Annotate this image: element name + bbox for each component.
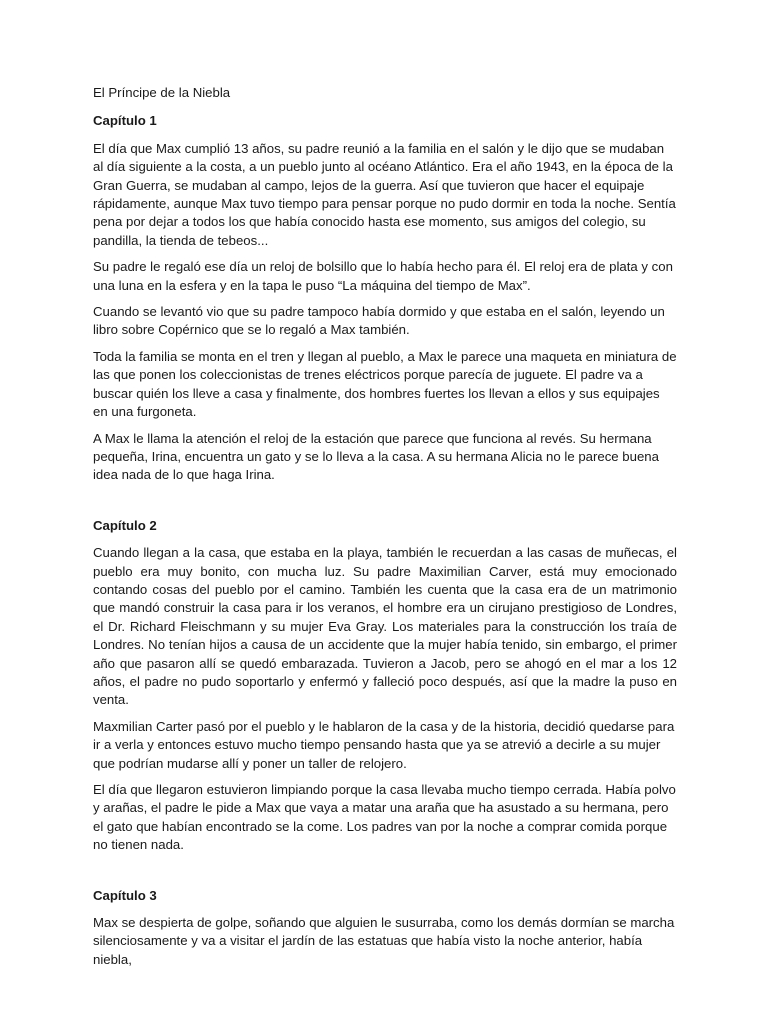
paragraph: El día que Max cumplió 13 años, su padre reunió a la familia en el salón y le dijo que se mudaban al día siguiente a la costa, a un pueblo junto al océano Atlántico. Era el año 1943, en la época de la Gran Guerra, se mudaban al campo, lejos de la guerra. Así que tuvieron que hacer el equipaje rápidamente, aunque Max tuvo tiempo para pensar porque no pudo dormir en toda la noche. Sentía pena por dejar a todos los que había conocido hasta ese momento, sus amigos del colegio, su pandilla, la tienda de tebeos... [93, 140, 676, 248]
paragraph: Max se despierta de golpe, soñando que alguien le susurraba, como los demás dormían se marcha silenciosamente y va a visitar el jardín de las estatuas que había visto la noche anterior, había niebla, [93, 915, 675, 967]
chapter-heading: Capítulo 1 [93, 113, 157, 129]
paragraph: El día que llegaron estuvieron limpiando porque la casa llevaba mucho tiempo cerrada. Había polvo y arañas, el padre le pide a Max que vaya a matar una araña que ha asustado a su hermana, pero el gato que habían encontrado se la come. Los padres van por la noche a comprar comida porque no tienen nada. [93, 782, 676, 853]
chapter-1 [93, 112, 677, 484]
chapter-2 [93, 517, 677, 855]
section-spacer [93, 493, 677, 517]
paragraph: Su padre le regaló ese día un reloj de bolsillo que lo había hecho para él. El reloj era de plata y con una luna en la esfera y en la tapa le puso “La máquina del tiempo de Max”. [93, 259, 673, 293]
chapter-heading: Capítulo 3 [93, 887, 157, 903]
chapter-3 [93, 887, 677, 970]
chapter-heading: Capítulo 2 [93, 517, 157, 533]
paragraph: Maxmilian Carter pasó por el pueblo y le hablaron de la casa y de la historia, decidió quedarse para ir a verla y entonces estuvo mucho tiempo pensando hasta que ya se atrevió a decirle a su mujer que podrían mudarse allí y poner un taller de relojero. [93, 718, 675, 771]
document-page [93, 84, 677, 977]
document-title: El Príncipe de la Niebla [93, 85, 231, 100]
paragraph: A Max le llama la atención el reloj de la estación que parece que funciona al revés. Su hermana pequeña, Irina, encuentra un gato y se lo lleva a la casa. A su hermana Alicia no le parece buena idea nada de lo que haga Irina. [93, 430, 659, 483]
paragraph: Toda la familia se monta en el tren y llegan al pueblo, a Max le parece una maqueta en miniatura de las que ponen los coleccionistas de trenes eléctricos porque parecía de juguete. El padre va a buscar quién los lleve a casa y finalmente, dos hombres fuertes los llevan a ellos y sus equipajes en una furgoneta. [93, 348, 677, 420]
paragraph: Cuando se levantó vio que su padre tampoco había dormido y que estaba en el salón, leyendo un libro sobre Copérnico que se lo regaló a Max también. [93, 304, 665, 338]
section-spacer [93, 863, 677, 887]
paragraph: Cuando llegan a la casa, que estaba en la playa, también le recuerdan a las casas de muñecas, el pueblo era muy bonito, con mucha luz. Su padre Maximilian Carver, está muy emocionado contando cosas del pueblo por el camino. También les cuenta que la casa era de un matrimonio que mandó construir la casa para ir los veranos, el hombre era un cirujano prestigioso de Londres, el Dr. Richard Fleischmann y su mujer Eva Gray. Los materiales para la construcción los traía de Londres. No tenían hijos a causa de un accidente que la mujer había tenido, sin embargo, el primer año que pasaron allí se quedó embarazada. Tuvieron a Jacob, pero se ahogó en el mar a los 12 años, el padre no pudo soportarlo y enfermó y falleció poco después, así que la madre la puso en venta. [93, 545, 677, 708]
